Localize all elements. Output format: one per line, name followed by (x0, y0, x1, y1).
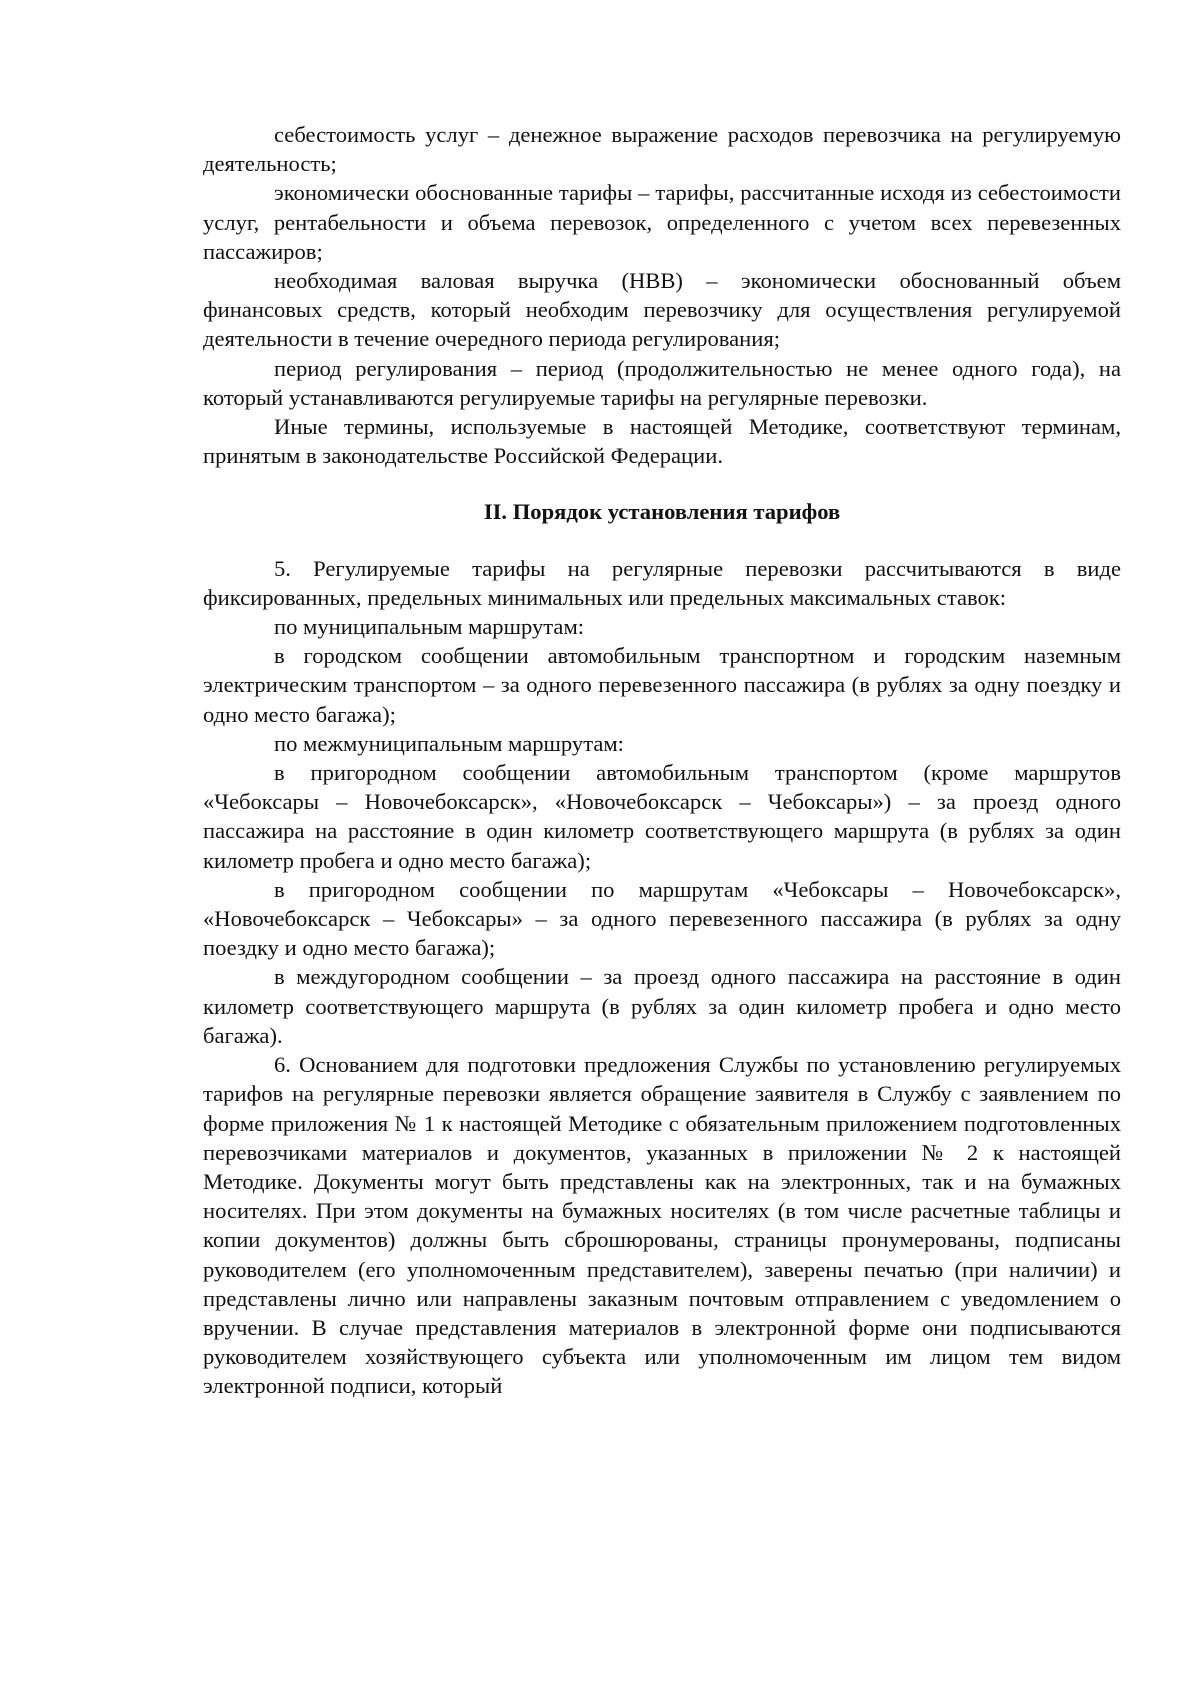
document-page (203, 120, 1121, 1401)
definition-other-terms: Иные термины, используемые в настоящей Методике, соответствуют терминам, принятым в законодательстве Российской Федерации. (203, 414, 1121, 469)
paragraph-municipal-routes: по муниципальным маршрутам: (274, 614, 585, 640)
paragraph-suburban-cheboksary: в пригородном сообщении по маршрутам «Чебоксары – Новочебоксарск», «Новочебоксарск – Чебоксары» – за одного перевезенного пассажира (в рублях за одну поездку и одно место багажа); (203, 876, 1121, 961)
paragraph-city-transport: в городском сообщении автомобильным транспортном и городским наземным электрическим транспортом – за одного перевезенного пассажира (в рублях за одну поездку и одно место багажа); (203, 643, 1121, 727)
paragraph-5: 5. Регулируемые тарифы на регулярные перевозки рассчитываются в виде фиксированных, предельных минимальных или предельных максимальных ставок: (203, 555, 1121, 610)
paragraph-suburban-transport: в пригородном сообщении автомобильным транспортом (кроме маршрутов «Чебоксары – Новочебоксарск», «Новочебоксарск – Чебоксары») – за проезд одного пассажира на расстояние в один километр соответствующего маршрута (в рублях за один километр пробега и одно место багажа); (203, 760, 1121, 873)
definition-justified-tariffs: экономически обоснованные тарифы – тарифы, рассчитанные исходя из себестоимости услуг, рентабельности и объема перевозок, определенного с учетом всех перевезенных пассажиров; (203, 180, 1121, 264)
definition-regulation-period: период регулирования – период (продолжительностью не менее одного года), на который устанавливаются регулируемые тарифы на регулярные перевозки. (203, 355, 1121, 410)
definition-required-revenue: необходимая валовая выручка (НВВ) – экономически обоснованный объем финансовых средств, который необходим перевозчику для осуществления регулируемой деятельности в течение очередного периода регулирования; (203, 268, 1121, 352)
definition-cost-of-services: себестоимость услуг – денежное выражение расходов перевозчика на регулируемую деятельность; (203, 122, 1121, 177)
paragraph-intercity: в междугородном сообщении – за проезд одного пассажира на расстояние в один километр соответствующего маршрута (в рублях за один километр пробега и одно место багажа). (203, 964, 1121, 1048)
paragraph-6: 6. Основанием для подготовки предложения Службы по установлению регулируемых тарифов на регулярные перевозки является обращение заявителя в Службу с заявлением по форме приложения № 1 к настоящей Методике с обязательным приложением подготовленных перевозчиками материалов и документов, указанных в приложении № 2 к настоящей Методике. Документы могут быть представлены как на электронных, так и на бумажных носителях. При этом документы на бумажных носителях (в том числе расчетные таблицы и копии документов) должны быть сброшюрованы, страницы пронумерованы, подписаны руководителем (его уполномоченным представителем), заверены печатью (при наличии) и представлены лично или направлены заказным почтовым отправлением с уведомлением о вручении. В случае представления материалов в электронной форме они подписываются руководителем хозяйствующего субъекта или уполномоченным им лицом тем видом электронной подписи, который (203, 1052, 1121, 1399)
paragraph-intermunicipal-routes: по межмуниципальным маршрутам: (274, 730, 624, 756)
section-heading: II. Порядок установления тарифов (483, 499, 841, 525)
